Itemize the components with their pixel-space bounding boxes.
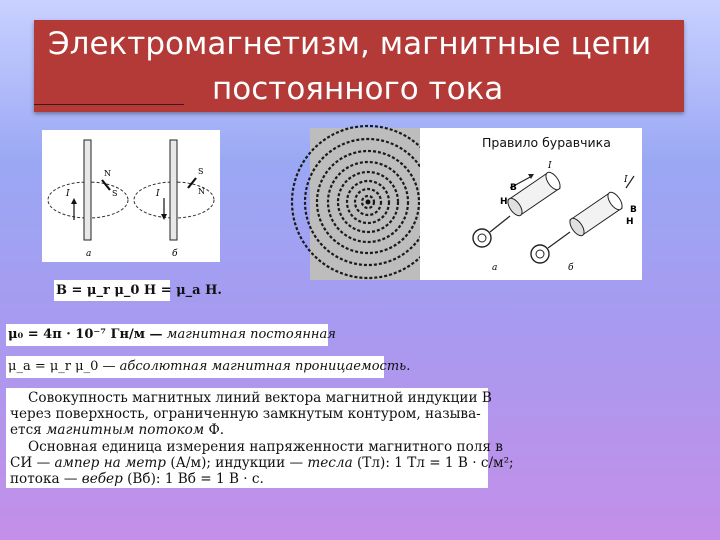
south-label-b: S	[198, 167, 204, 176]
absolute-permeability-math: μ_a = μ_r μ_0 —	[8, 359, 116, 374]
magnetic-constant-math: μ₀ = 4π · 10⁻⁷ Гн/м —	[8, 327, 163, 342]
vector-b-label-a: B	[510, 183, 517, 193]
vector-h-label-b: H	[626, 217, 634, 227]
figure-label-right-a: а	[492, 263, 498, 273]
figure-label-a: а	[86, 249, 92, 259]
conductor-b	[170, 140, 177, 240]
south-label-a: S	[112, 189, 118, 198]
conductor-a	[84, 140, 91, 240]
body-line-6: потока — вебер (Вб): 1 Вб = 1 В · с.	[10, 471, 264, 488]
current-label-right-a: I	[548, 161, 552, 171]
title-banner	[34, 20, 684, 112]
absolute-permeability-text: абсолютная магнитная проницаемость.	[119, 359, 411, 374]
current-label-a: I	[66, 189, 70, 199]
corkscrew-rule-figure	[420, 128, 642, 280]
current-label-b: I	[156, 189, 160, 199]
figure-label-b: б	[172, 249, 178, 259]
figure-label-right-b: б	[568, 263, 574, 273]
body-line-2: через поверхность, ограниченную замкнутым контуром, называ-	[10, 406, 481, 423]
north-label-a: N	[104, 169, 111, 178]
corkscrew-rule-caption: Правило буравчика	[482, 135, 611, 150]
induction-formula: B = μ_r μ_0 H = μ_a H.	[54, 280, 170, 301]
conductor-field-diagram	[42, 130, 220, 262]
body-line-1: Совокупность магнитных линий вектора магнитной индукции B	[28, 390, 492, 406]
current-label-right-b: I	[624, 175, 628, 185]
conductor-field-figure	[42, 130, 220, 262]
vector-h-label-a: H	[500, 197, 508, 207]
iron-filings-image	[310, 128, 420, 280]
magnetic-flux-definition	[6, 388, 514, 488]
corkscrew-rule-diagram	[420, 128, 642, 280]
body-line-4: Основная единица измерения напряженности магнитного поля в	[28, 438, 503, 455]
title-line-2: постоянного тока	[212, 71, 504, 107]
title-line-1: Электромагнетизм, магнитные цепи	[48, 26, 652, 62]
magnetic-constant-text: магнитная постоянная	[166, 327, 336, 342]
magnetic-constant-formula	[6, 324, 336, 346]
iron-filings-pattern	[310, 128, 420, 280]
title-underline	[34, 104, 184, 105]
body-line-5: СИ — ампер на метр (А/м); индукции — тесла (Тл): 1 Тл = 1 В · с/м²;	[10, 454, 514, 471]
current-arrowhead-a	[71, 198, 77, 204]
current-arrowhead-b	[161, 214, 167, 220]
body-line-3: ется магнитным потоком Ф.	[10, 422, 225, 439]
absolute-permeability-formula	[6, 356, 411, 378]
north-label-b: N	[198, 187, 205, 196]
vector-b-label-b: B	[630, 205, 637, 215]
